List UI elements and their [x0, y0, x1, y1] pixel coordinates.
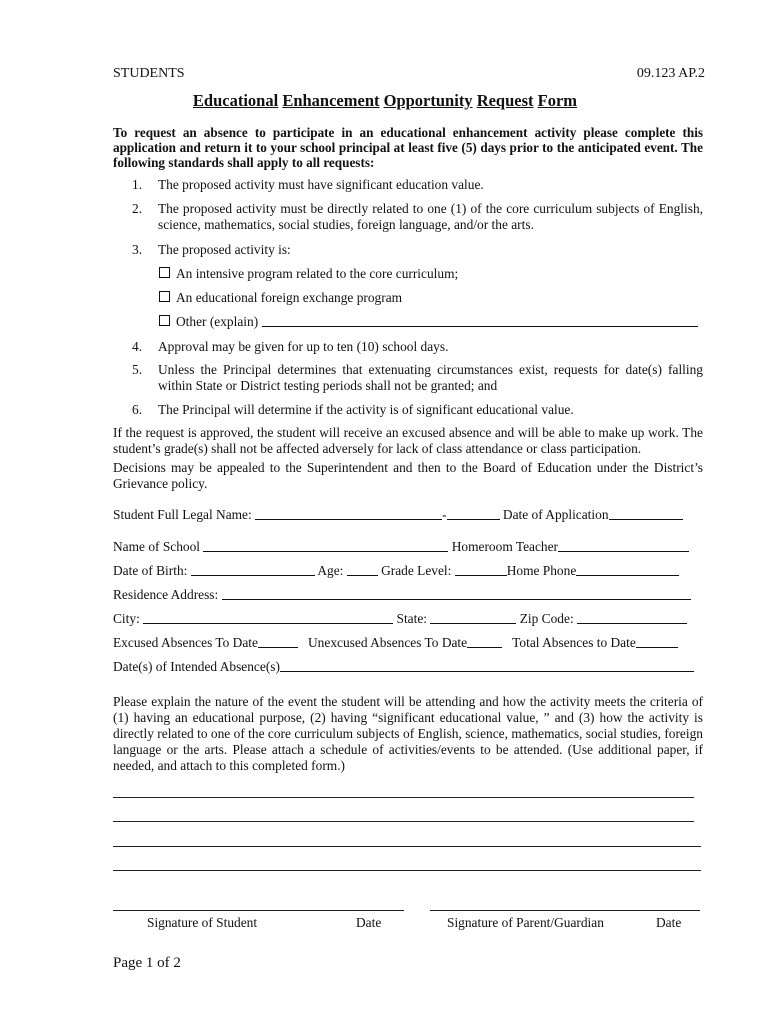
- age-label: Age:: [317, 563, 344, 578]
- homeroom-teacher-label: Homeroom Teacher: [451, 539, 559, 554]
- city-row: [113, 611, 687, 627]
- student-signature-label: Signature of Student: [147, 915, 258, 930]
- explanation-line[interactable]: [113, 846, 701, 847]
- residence-address-label: Residence Address:: [113, 587, 219, 602]
- list-item-number: 4.: [132, 339, 143, 354]
- list-item-text: The proposed activity must have significant education value.: [158, 177, 484, 192]
- page-number: Page 1 of 2: [113, 955, 181, 971]
- title-word: Opportunity: [383, 91, 473, 110]
- unexcused-absences-label: Unexcused Absences To Date: [308, 635, 468, 650]
- activity-option-foreign-exchange[interactable]: [159, 290, 402, 306]
- date-of-birth-input[interactable]: [191, 563, 315, 576]
- list-item-text: The Principal will determine if the activity is of significant educational value.: [158, 402, 574, 417]
- total-absences-label: Total Absences to Date: [512, 635, 636, 650]
- title-word: Educational: [192, 91, 279, 110]
- title-word: Form: [537, 91, 578, 110]
- intro-paragraph: To request an absence to participate in an educational enhancement activity please complete this application and return it to your school principal at least five (5) days prior to the anticipated event. The following standards shall apply to all requests:: [113, 125, 703, 170]
- title-word: Request: [476, 91, 534, 110]
- date-of-application-label: Date of Application: [502, 507, 609, 522]
- age-input[interactable]: [347, 563, 378, 576]
- parent-signature-label: Signature of Parent/Guardian: [447, 915, 604, 930]
- parent-date-label: Date: [656, 915, 682, 930]
- intended-absences-label: Date(s) of Intended Absence(s): [113, 659, 280, 674]
- appeal-paragraph: Decisions may be appealed to the Superintendent and then to the Board of Education under the District’s Grievance policy.: [113, 460, 703, 491]
- excused-absences-label: Excused Absences To Date: [113, 635, 258, 650]
- name-of-school-label: Name of School: [113, 539, 201, 554]
- date-of-birth-label: Date of Birth:: [113, 563, 188, 578]
- home-phone-label: Home Phone: [506, 563, 577, 578]
- other-explain-field[interactable]: [262, 314, 698, 327]
- checkbox-icon[interactable]: [159, 315, 170, 326]
- list-item-text: The proposed activity must be directly related to one (1) of the core curriculum subjects of English, science, mathematics, social studies, foreign language, and/or the arts.: [158, 201, 703, 232]
- activity-option-other[interactable]: [159, 314, 698, 330]
- explanation-line[interactable]: [113, 797, 694, 798]
- parent-signature-line[interactable]: [430, 910, 700, 911]
- checkbox-icon[interactable]: [159, 267, 170, 278]
- student-signature-line[interactable]: [113, 910, 404, 911]
- list-item-number: 1.: [132, 177, 143, 192]
- policy-number: 09.123 AP.2: [636, 66, 705, 81]
- unexcused-absences-input[interactable]: [467, 635, 502, 648]
- home-phone-input[interactable]: [576, 563, 679, 576]
- student-name-input-2[interactable]: [447, 507, 500, 520]
- birth-row: [113, 563, 679, 579]
- list-item-text: Approval may be given for up to ten (10) school days.: [158, 339, 449, 354]
- city-input[interactable]: [143, 611, 393, 624]
- name-of-school-input[interactable]: [203, 539, 448, 552]
- address-row: [113, 587, 691, 603]
- student-date-label: Date: [356, 915, 382, 930]
- date-of-application-input[interactable]: [609, 507, 683, 520]
- student-name-input[interactable]: [255, 507, 442, 520]
- homeroom-teacher-input[interactable]: [558, 539, 689, 552]
- intended-absences-input[interactable]: [280, 659, 694, 672]
- total-absences-input[interactable]: [636, 635, 678, 648]
- option-label: Other (explain): [176, 314, 259, 329]
- option-label: An intensive program related to the core curriculum;: [176, 266, 459, 281]
- form-title: [0, 91, 770, 111]
- state-label: State:: [396, 611, 428, 626]
- excused-absences-input[interactable]: [258, 635, 298, 648]
- explanation-line[interactable]: [113, 821, 694, 822]
- approval-paragraph: If the request is approved, the student will receive an excused absence and will be able to make up work. The student’s grade(s) shall not be affected adversely for lack of class attendance or class participation.: [113, 425, 703, 456]
- student-name-row: [113, 507, 683, 523]
- option-label: An educational foreign exchange program: [176, 290, 403, 305]
- name-dash: -: [442, 507, 447, 522]
- explanation-line[interactable]: [113, 870, 701, 871]
- explanation-instructions: Please explain the nature of the event the student will be attending and how the activity meets the criteria of (1) having an educational purpose, (2) having “significant educational value, ” and (3) how the activity is directly related to one of the core curriculum subjects of English, science, mathematics, social studies, foreign language or the arts. Please attach a schedule of activities/events to be attended. (Use additional paper, if needed, and attach to this completed form.): [113, 694, 703, 773]
- absences-row: [113, 635, 678, 651]
- title-word: Enhancement: [282, 91, 380, 110]
- activity-option-core-program[interactable]: [159, 266, 458, 282]
- zip-code-input[interactable]: [577, 611, 687, 624]
- grade-level-label: Grade Level:: [381, 563, 452, 578]
- school-row: [113, 539, 689, 555]
- list-item-text: The proposed activity is:: [158, 242, 291, 257]
- residence-address-input[interactable]: [222, 587, 691, 600]
- state-input[interactable]: [430, 611, 516, 624]
- list-item-number: 3.: [132, 242, 143, 257]
- student-name-label: Student Full Legal Name:: [113, 507, 252, 522]
- list-item-text: Unless the Principal determines that extenuating circumstances exist, requests for date(s) falling within State or District testing periods shall not be granted; and: [158, 362, 703, 393]
- intended-absences-row: [113, 659, 694, 675]
- list-item-number: 6.: [132, 402, 143, 417]
- header-section-label: STUDENTS: [113, 66, 185, 81]
- grade-level-input[interactable]: [455, 563, 507, 576]
- list-item-number: 5.: [132, 362, 143, 377]
- city-label: City:: [113, 611, 140, 626]
- checkbox-icon[interactable]: [159, 291, 170, 302]
- list-item-number: 2.: [132, 201, 143, 216]
- zip-code-label: Zip Code:: [519, 611, 574, 626]
